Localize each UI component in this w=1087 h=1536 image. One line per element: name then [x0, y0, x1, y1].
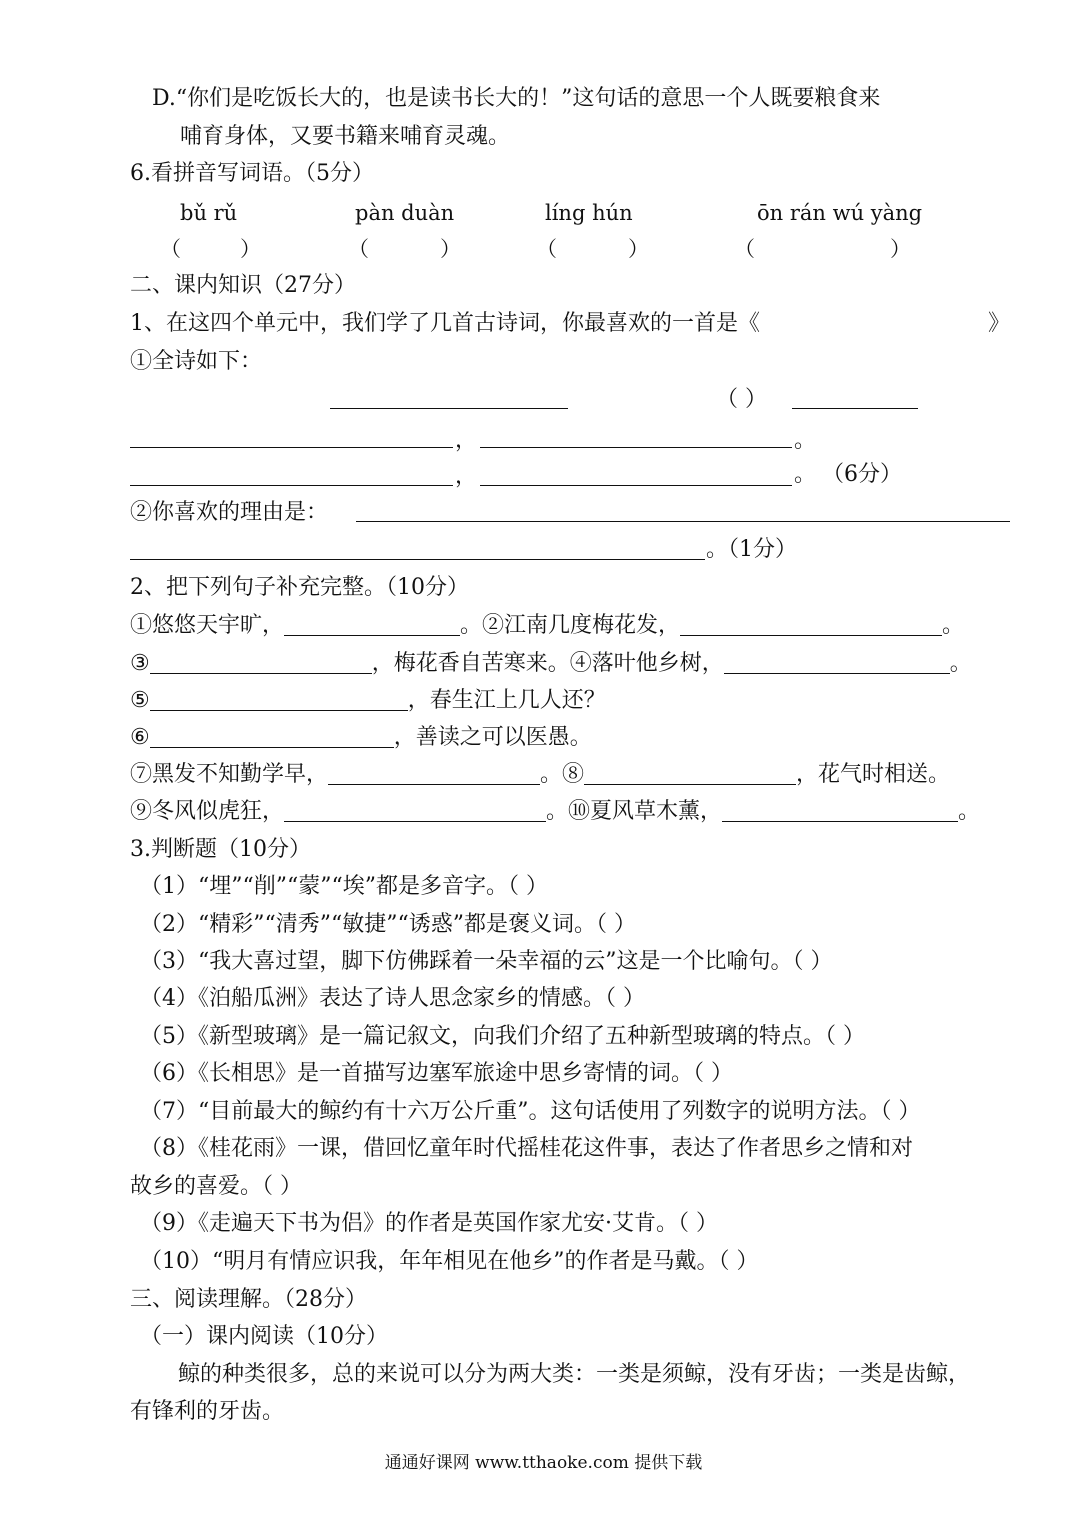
fill-row-2	[130, 650, 972, 678]
fill-blank[interactable]	[284, 799, 546, 822]
fill-text: ，春生江上几人还？	[407, 688, 606, 713]
comma: ，	[455, 464, 478, 489]
reason-blank[interactable]	[356, 521, 1010, 522]
judge-item-8: （8）《桂花雨》一课，借回忆童年时代摇桂花这件事，表达了作者思乡之情和对	[140, 1136, 913, 1161]
judge-item-4: （4）《泊船瓜洲》表达了诗人思念家乡的情感。（ ）	[140, 986, 645, 1011]
poem-score-text: （6分）	[822, 462, 902, 487]
fill-row-3	[130, 687, 606, 715]
fill-text: ，花气时相送。	[796, 762, 951, 787]
fill-blank[interactable]	[584, 762, 796, 785]
fill-blank[interactable]	[328, 762, 540, 785]
judge-item-6: （6）《长相思》是一首描写边塞军旅途中思乡寄情的词。（ ）	[140, 1061, 733, 1086]
q5-option-d-line2: 哺育身体，又要书籍来哺育灵魂。	[180, 124, 511, 149]
section2-title: 二、课内知识（27分）	[130, 273, 356, 298]
fill-text: ，梅花香自苦寒来。④落叶他乡树，	[371, 651, 724, 676]
pinyin-2: pàn duàn	[355, 201, 455, 225]
poem-line-blank[interactable]	[480, 447, 792, 448]
answer-paren-close: ）	[240, 237, 261, 261]
fill-blank[interactable]	[284, 613, 460, 636]
q6-title: 6.看拼音写词语。（5分）	[130, 161, 374, 186]
poem-author-blank[interactable]	[792, 408, 918, 409]
period: 。	[794, 428, 817, 453]
fill-text: 。	[949, 651, 972, 676]
fill-blank[interactable]	[150, 725, 394, 748]
judge-item-5: （5）《新型玻璃》是一篇记叙文，向我们介绍了五种新型玻璃的特点。（ ）	[140, 1024, 865, 1049]
answer-paren-open: （	[160, 237, 181, 261]
q5-option-d-line1: D.“你们是吃饭长大的，也是读书长大的！”这句话的意思一个人既要粮食来	[152, 86, 881, 111]
poem-line-blank[interactable]	[480, 485, 792, 486]
fill-text: 。②江南几度梅花发，	[460, 613, 681, 638]
fill-text: ，善读之可以医愚。	[393, 725, 592, 750]
page-footer: 通通好课网 www.tthaoke.com 提供下载	[384, 1453, 703, 1473]
fill-row-6	[130, 798, 980, 826]
answer-paren-close: ）	[890, 237, 911, 261]
fill-blank[interactable]	[722, 799, 958, 822]
judge-item-10: （10）“明月有情应识我，年年相见在他乡”的作者是马戴。（ ）	[140, 1249, 759, 1274]
reading-paragraph-line1: 鲸的种类很多，总的来说可以分为两大类：一类是须鲸，没有牙齿；一类是齿鲸，	[178, 1362, 971, 1387]
answer-paren-open: （	[536, 237, 557, 261]
q3-title: 3.判断题（10分）	[130, 837, 311, 862]
judge-item-2: （2）“精彩”“清秀”“敏捷”“诱惑”都是褒义词。（ ）	[140, 912, 636, 937]
poem-title-blank[interactable]	[330, 408, 568, 409]
fill-text: ①悠悠天宇旷，	[130, 613, 285, 638]
q1-intro: 1、在这四个单元中，我们学了几首古诗词，你最喜欢的一首是《	[130, 311, 760, 336]
pinyin-4: ōn rán wú yàng	[757, 201, 923, 225]
poem-score: 。	[794, 462, 817, 487]
poem-line-blank[interactable]	[130, 485, 453, 486]
answer-paren-close: ）	[440, 237, 461, 261]
fill-row-4	[130, 724, 592, 752]
pinyin-1: bǔ rǔ	[180, 201, 238, 225]
q2-title: 2、把下列句子补充完整。（10分）	[130, 575, 469, 600]
reading-subtitle: （一）课内阅读（10分）	[140, 1324, 388, 1349]
reason-blank[interactable]	[130, 559, 705, 560]
reading-paragraph-line2: 有锋利的牙齿。	[130, 1399, 285, 1424]
fill-text: ⑤	[130, 688, 150, 713]
fill-text: ⑥	[130, 725, 150, 750]
poem-label: ①全诗如下：	[130, 349, 263, 374]
fill-text: 。⑧	[540, 762, 585, 787]
comma: ，	[455, 428, 478, 453]
answer-paren-open: （	[348, 237, 369, 261]
fill-blank[interactable]	[150, 651, 372, 674]
fill-blank[interactable]	[150, 688, 408, 711]
fill-text: 。	[958, 799, 981, 824]
poem-dynasty-paren: （ ）	[716, 387, 767, 412]
fill-row-1	[130, 612, 964, 640]
poem-line-blank[interactable]	[130, 447, 453, 448]
judge-item-8-cont: 故乡的喜爱。（ ）	[130, 1174, 302, 1199]
fill-blank[interactable]	[724, 651, 950, 674]
judge-item-7: （7）“目前最大的鲸约有十六万公斤重”。这句话使用了列数字的说明方法。（ ）	[140, 1099, 921, 1124]
judge-item-1: （1）“埋”“削”“蒙”“埃”都是多音字。（ ）	[140, 874, 548, 899]
fill-row-5	[130, 761, 950, 789]
answer-paren-open: （	[734, 237, 755, 261]
reason-label: ②你喜欢的理由是：	[130, 500, 329, 525]
fill-text: ③	[130, 651, 150, 676]
reason-score: 。（1分）	[706, 537, 797, 562]
section3-title: 三、阅读理解。（28分）	[130, 1287, 367, 1312]
fill-text: 。	[942, 613, 965, 638]
fill-text: 。⑩夏风草木薰，	[546, 799, 723, 824]
fill-text: ⑦黑发不知勤学早，	[130, 762, 329, 787]
fill-blank[interactable]	[680, 613, 942, 636]
q1-close-bracket: 》	[988, 311, 1011, 336]
pinyin-3: líng hún	[545, 201, 633, 225]
judge-item-3: （3）“我大喜过望，脚下仿佛踩着一朵幸福的云”这是一个比喻句。（ ）	[140, 949, 833, 974]
fill-text: ⑨冬风似虎狂，	[130, 799, 285, 824]
judge-item-9: （9）《走遍天下书为侣》的作者是英国作家尤安·艾肯。（ ）	[140, 1211, 718, 1236]
answer-paren-close: ）	[628, 237, 649, 261]
